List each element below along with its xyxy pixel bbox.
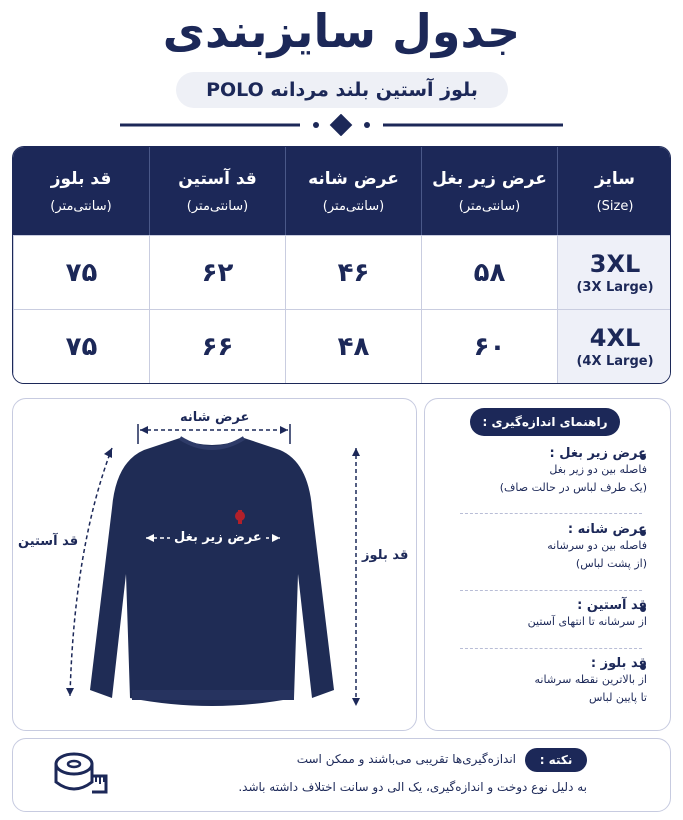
divider-ornament [120,114,563,136]
chest-label: عرض زیر بغل [170,530,266,545]
cell-length: ۷۵ [13,235,149,309]
cell-shoulder: ۴۶ [285,235,421,309]
measuring-tape-icon [52,746,108,802]
header-size: سایز (Size) [557,147,671,235]
guide-divider [460,590,642,591]
sleeve-label: قد آستین [18,534,79,549]
guide-divider [460,648,642,649]
guide-item-sleeve: قد آستین : از سرشانه تا انتهای آستین [527,598,647,628]
guide-divider [460,513,642,514]
page-title: جدول سایزبندی [162,4,521,58]
cell-size: 3XL (3X Large) [557,235,671,309]
guide-item-shoulder: عرض شانه : فاصله بین دو سرشانه (از پشت لباس) [547,522,647,570]
cell-shoulder: ۴۸ [285,309,421,383]
length-label: قد بلوز [362,548,409,563]
cell-chest: ۵۸ [421,235,557,309]
header-chest: عرض زیر بغل (سانتی‌متر) [421,147,557,235]
note-line-1: اندازه‌گیری‌ها تقریبی می‌باشند و ممکن است [296,752,516,766]
header-sleeve: قد آستین (سانتی‌متر) [149,147,285,235]
guide-item-chest: عرض زیر بغل : فاصله بین دو زیر بغل (یک طرف لباس در حالت صاف) [499,446,647,494]
cell-length: ۷۵ [13,309,149,383]
cell-sleeve: ۶۶ [149,309,285,383]
subtitle-pill: بلوز آستین بلند مردانه POLO [176,72,508,108]
size-table [12,146,671,384]
cell-sleeve: ۶۲ [149,235,285,309]
note-label: نکته : [525,748,587,772]
cell-size: 4XL (4X Large) [557,309,671,383]
shoulder-label: عرض شانه [180,410,250,425]
shirt-diagram [12,398,417,731]
cell-chest: ۶۰ [421,309,557,383]
header-shoulder: عرض شانه (سانتی‌متر) [285,147,421,235]
guide-item-length: قد بلوز : از بالاترین نقطه سرشانه تا پایین لباس [534,656,647,704]
note-line-2: به دلیل نوع دوخت و اندازه‌گیری، یک الی دو سانت اختلاف داشته باشد. [238,780,587,794]
guide-title: راهنمای اندازه‌گیری : [470,408,620,436]
header-length: قد بلوز (سانتی‌متر) [13,147,149,235]
shirt-icon [90,438,334,706]
